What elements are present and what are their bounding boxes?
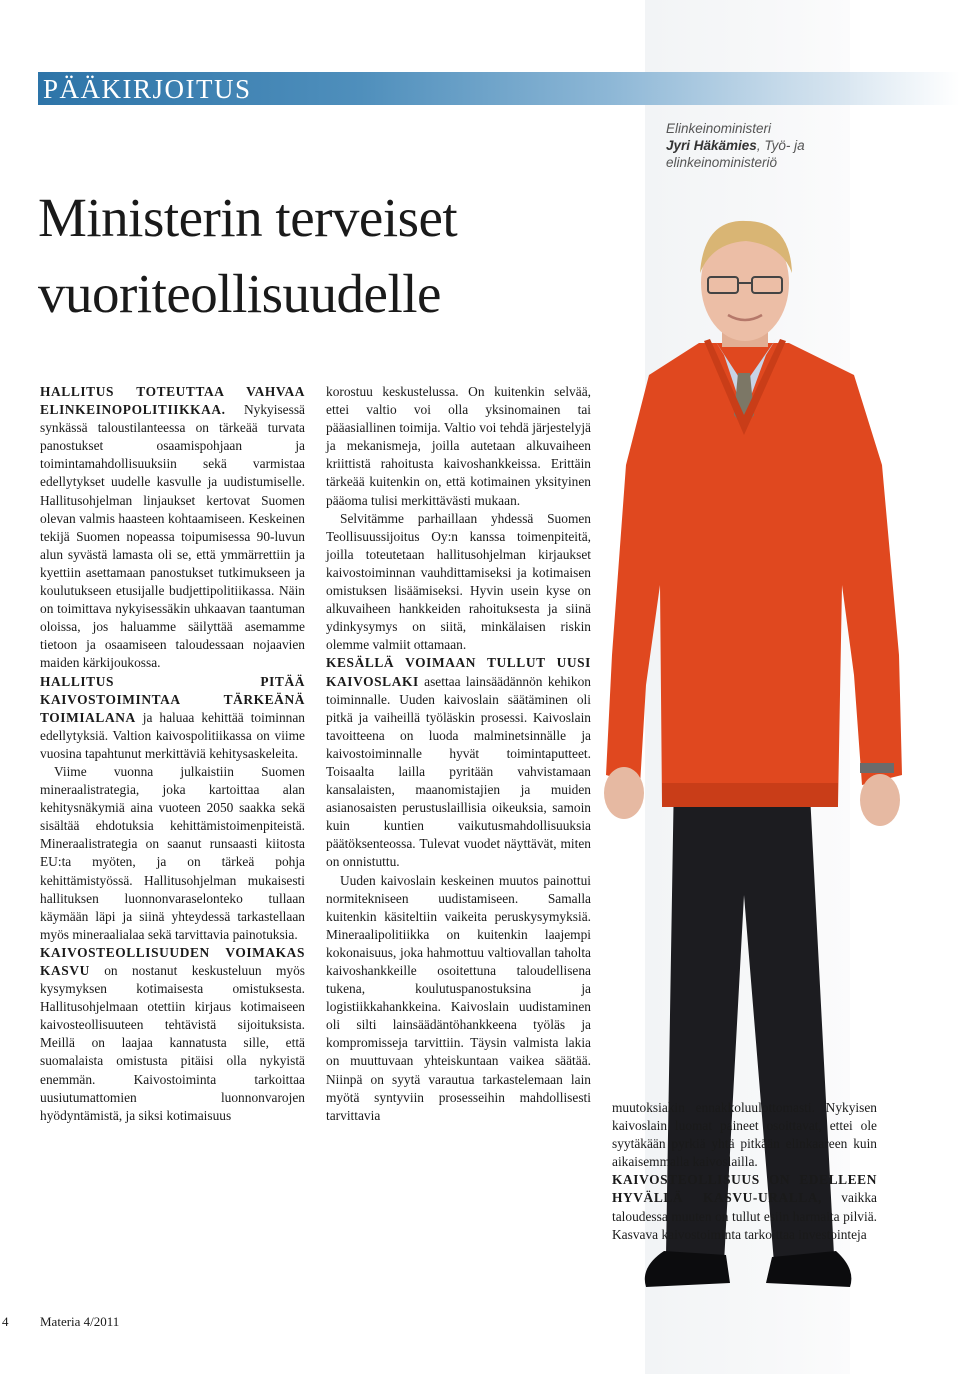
lead-in: KESÄLLÄ VOIMAAN TULLUT UUSI KAIVOSLAKI bbox=[326, 655, 591, 689]
paragraph bbox=[326, 654, 591, 871]
paragraph-text: on nostanut keskusteluun myös kysymyksen kotimaisesta omistuksesta. Hallitusohjelmaan otettiin kirjaus kotimaiseen kaivosteollisuuteen tehtävistä sijoituksista. Meillä on laajaa kannatusta sille, että suomalaista omistusta pitäisi olla nykyistä enemmän. Kaivostoiminta tarkoittaa uusiutumattomien luonnonvarojen hyödyntämistä, ja siksi kotimaisuus bbox=[40, 963, 305, 1123]
title-line-2: vuoriteollisuudelle bbox=[38, 263, 441, 324]
text-column-2 bbox=[326, 383, 591, 1125]
lead-in: KAIVOSTEOLLISUUDEN VOIMAKAS KASVU bbox=[40, 944, 305, 978]
watch bbox=[860, 763, 894, 773]
paragraph bbox=[612, 1171, 877, 1243]
paragraph: Selvitämme parhaillaan yhdessä Suomen Teollisuussijoitus Oy:n kanssa toimenpiteitä, joilla toteutetaan hallitusohjelman kirjaukset kaivostoiminnan vauhdittamiseksi ja kotimaisen omistuksen lisäämiseksi. Hyvin usein kyse on alkuvaiheen hankkeiden rahoituksesta ja siinä ydinkysymys on siitä, minkälaisen riskin olemme valmiit ottamaan. bbox=[326, 510, 591, 653]
left-shoe bbox=[645, 1251, 730, 1287]
issue-label: Materia 4/2011 bbox=[40, 1314, 120, 1329]
right-shoe bbox=[766, 1251, 851, 1287]
paragraph bbox=[40, 383, 305, 673]
text-column-1 bbox=[40, 383, 305, 1125]
right-hand bbox=[860, 774, 900, 826]
paragraph bbox=[40, 673, 305, 763]
section-banner bbox=[38, 72, 960, 105]
paragraph: muutoksiakin ennakkoluulottomasti. Nykyisen kaivoslain luomat paineet osoittavat, ettei ole syytäkään pyrkiä yhtä pitkään elinkaareen kuin aikaisemmalla kaivoslailla. bbox=[612, 1100, 877, 1170]
title-line-1: Ministerin terveiset bbox=[38, 187, 458, 248]
lead-in: KAIVOSTEOLLISUUS ON EDELLEEN HYVÄLLÄ KASVU-URALLA, bbox=[612, 1172, 877, 1206]
text-column-3 bbox=[612, 1099, 877, 1244]
paragraph: Uuden kaivoslain keskeinen muutos painottui normitekniseen uudistamiseen. Samalla kuitenkin käsiteltiin vaikeita peruskysymyksiä. Mineraalipolitiikka on kuitenkin laajempi kokonaisuus, joka hahmottuu valtiovallan taholta kaivoshankkeille osoitettuna taloudellisena tukena, koulutuspanostuksina ja logistiikkahankkeina. Kaivoslain uudistaminen oli silti lainsäädäntöhankkeena työläs ja kompromisseja tarvittiin. Täysin valmista lakia on muuttuvaan yhteiskuntaan vaikea säätää. Niinpä on syytä varautua tarkastelemaan lain myötä syntyviin prosesseihin mahdollisesti tarvittavia bbox=[326, 872, 591, 1123]
caption-ministry: , Työ- ja elinkeinoministeriö bbox=[666, 138, 805, 170]
page-footer bbox=[0, 1314, 300, 1332]
left-hand bbox=[604, 767, 644, 819]
lead-in: HALLITUS PITÄÄ KAIVOSTOIMINTAA TÄRKEÄNÄ TOIMIALANA bbox=[40, 673, 305, 725]
paragraph: korostuu keskustelussa. On kuitenkin selvää, ettei valtio voi olla yksinomainen tai pääasiallinen toimija. Valtio voi tehdä järjestelyjä ja mekanismeja, joilla autetaan alkuvaiheen kriittistä rahoitusta kaivoshankkeissa. Erittäin tärkeää kuitenkin on, että kotimainen yksityinen pääoma tulisi merkittävästi mukaan. bbox=[326, 384, 591, 508]
paragraph-text: ja haluaa kehittää toiminnan edellytyksiä. Valtion kaivospolitiikassa on viime vuosina tapahtunut merkittäviä kehitysaskeleita. bbox=[40, 709, 305, 761]
paragraph: Viime vuonna julkaistiin Suomen mineraalistrategia, joka kartoittaa alan kehitysnäkymiä aina vuoteen 2050 saakka sekä sisältää ehdotuksia kehittämistoimenpiteistä. Mineraalistrategia on saanut runsaasti kiitosta EU:ta myöten, ja on tärkeä pohja kehittämistyössä. Hallitusohjelman mukaisesti hallituksen luonnonvaraselonteko tullaan käymään läpi ja siinä yhteydessä tarkastellaan myös mineraalialaa sekä tarvittavia painotuksia. bbox=[40, 763, 305, 942]
lead-in: HALLITUS TOTEUTTAA VAHVAA ELINKEINOPOLITIIKKAA. bbox=[40, 384, 305, 418]
caption-role: Elinkeinoministeri bbox=[666, 121, 772, 136]
paragraph-text: Nykyisessä synkässä taloustilanteessa on tärkeää turvata panostukset osaamispohjaan ja toimintamahdollisuuksiin sekä varmistaa edellytykset uudelle kasvulle ja uudistumiselle. Hallitusohjelman linjaukset kertovat Suomen olevan valmis haasteen kohtaamiseen. Keskeinen tekijä Suomen nopeassa toipumisessa 90-luvun alun syvästä lamasta oli se, että ymmärrettiin ja kyettiin asettamaan panostukset tutkimukseen ja koulutukseen etusijalle budjettipolitiikassa. Näin on toimittava nykyisessäkin uhkaavan taantuman oloissa, jos haluamme säilyttää asemamme tietoon ja osaamiseen taloudessaan nojaavien maiden kärkijoukossa. bbox=[40, 402, 305, 671]
section-label: PÄÄKIRJOITUS bbox=[43, 74, 252, 104]
page-number: 4 bbox=[2, 1314, 9, 1329]
caption-name: Jyri Häkämies bbox=[666, 138, 757, 153]
article-title bbox=[38, 180, 638, 332]
paragraph-text: vaikka taloudessa muuten on tullut esiin harmaita pilviä. Kasvava kaivostoiminta tarkoittaa investointeja bbox=[612, 1190, 877, 1242]
paragraph-text: asettaa lainsäädännön kehikon toiminnalle. Uuden kaivoslain säätäminen oli pitkä ja vaiheillä työläskin prosessi. Kaivoslain tavoitteena on luoda malminetsinnälle ja kaivostoiminnalle hyvät toimintaputteet. Toisaalta lailla pyritään vahvistamaan kansalaisten, maanomistajien ja muiden asianosaisten perustuslaillisia oikeuksia, samoin kuin kuntien vaikutusmahdollisuuksia päätöksenteossa. Tulevat vuodet näyttävät, miten on onnistuttu. bbox=[326, 673, 591, 870]
photo-caption bbox=[666, 120, 856, 171]
paragraph bbox=[40, 944, 305, 1125]
